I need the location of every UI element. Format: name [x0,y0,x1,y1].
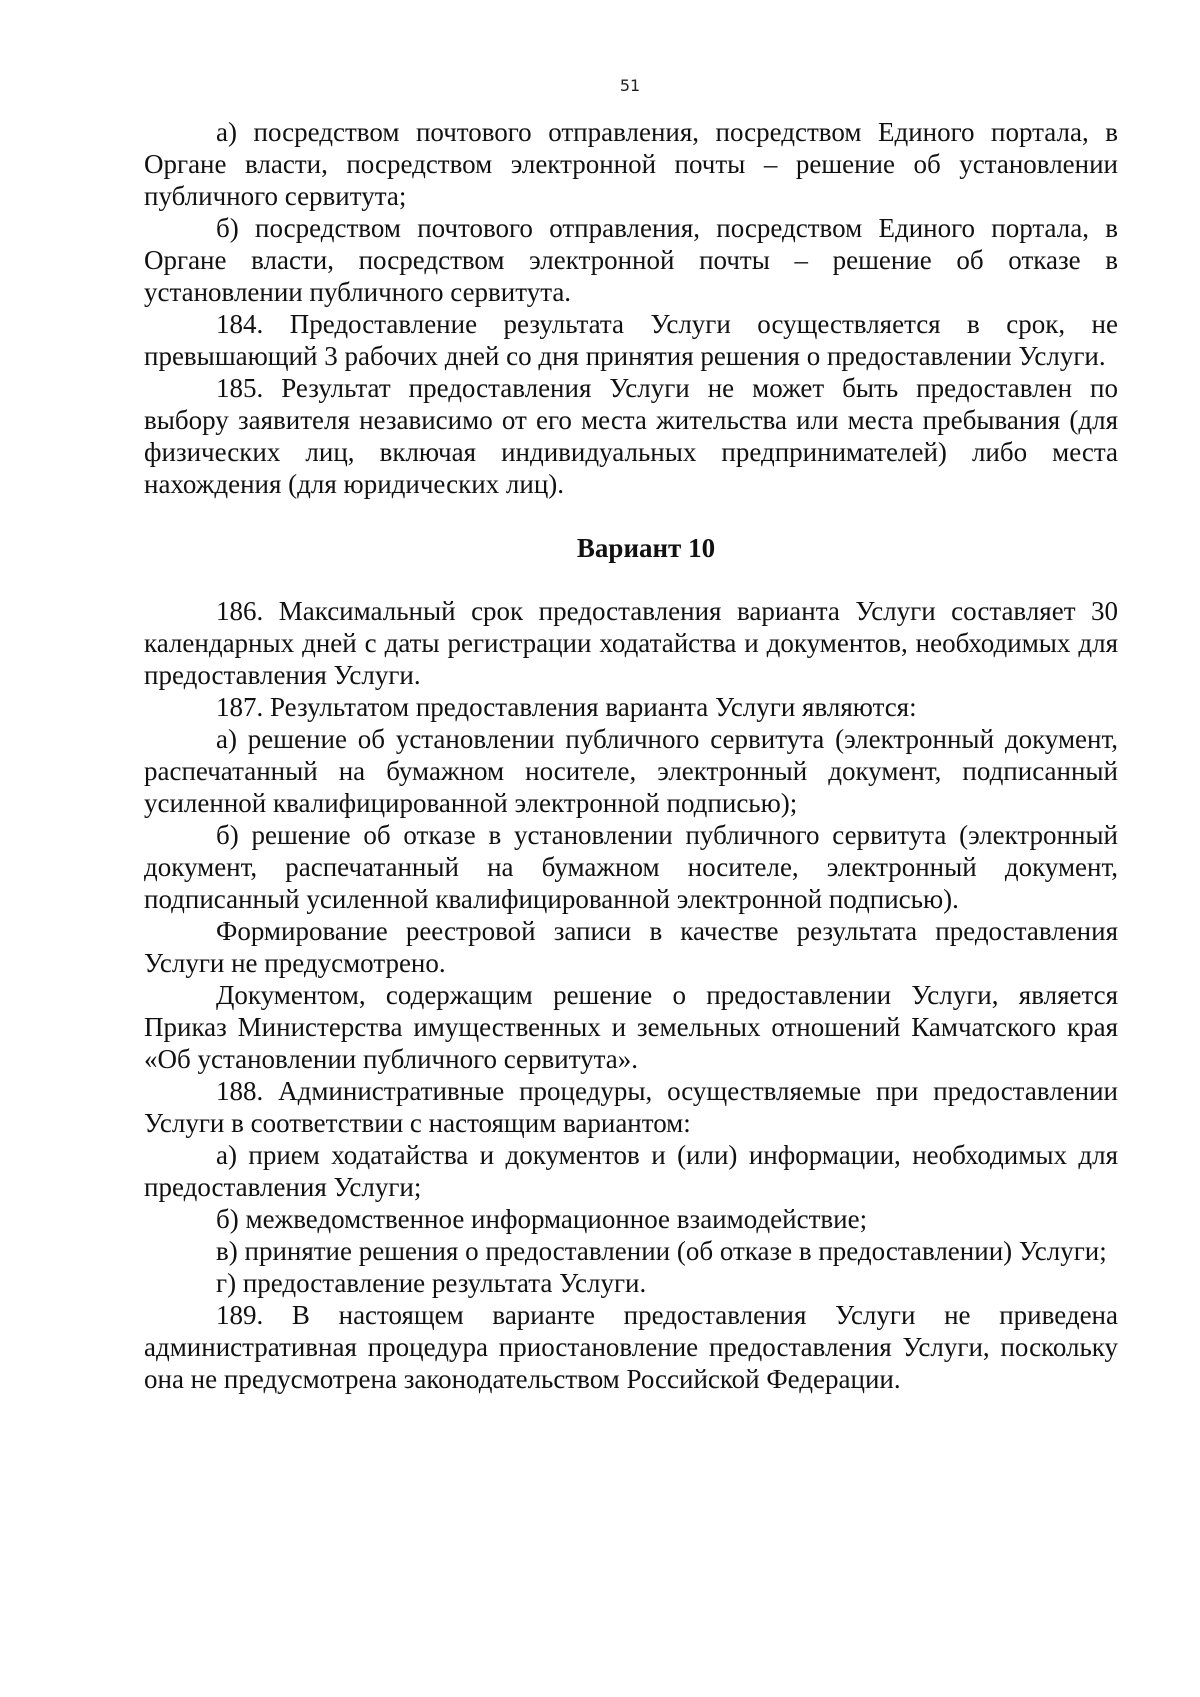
paragraph: Документом, содержащим решение о предоставлении Услуги, является Приказ Министерства имущественных и земельных отношений Камчатского края «Об установлении публичного сервитута». [144,980,1118,1074]
paragraph: 186. Максимальный срок предоставления варианта Услуги составляет 30 календарных дней с даты регистрации ходатайства и документов, необходимых для предоставления Услуги. [144,596,1118,690]
paragraph: б) решение об отказе в установлении публичного сервитута (электронный документ, распечатанный на бумажном носителе, электронный документ, подписанный усиленной квалифицированной электронной подписью). [144,820,1118,914]
paragraph: а) посредством почтового отправления, посредством Единого портала, в Органе власти, посредством электронной почты – решение об установлении публичного сервитута; [144,117,1118,211]
paragraph: г) предоставление результата Услуги. [216,1268,647,1298]
section-heading: Вариант 10 [576,533,716,563]
paragraph: 187. Результатом предоставления варианта Услуги являются: [216,692,917,722]
paragraph: в) принятие решения о предоставлении (об отказе в предоставлении) Услуги; [216,1236,1107,1266]
paragraph: 188. Административные процедуры, осуществляемые при предоставлении Услуги в соответствии с настоящим вариантом: [144,1076,1118,1138]
paragraph: а) прием ходатайства и документов и (или) информации, необходимых для предоставления Услуги; [144,1140,1118,1202]
paragraph: 185. Результат предоставления Услуги не может быть предоставлен по выбору заявителя независимо от его места жительства или места пребывания (для физических лиц, включая индивидуальных предпринимателей) либо места нахождения (для юридических лиц). [144,373,1118,499]
paragraph: б) межведомственное информационное взаимодействие; [216,1204,868,1234]
paragraph: а) решение об установлении публичного сервитута (электронный документ, распечатанный на бумажном носителе, электронный документ, подписанный усиленной квалифицированной электронной подписью); [144,724,1118,818]
document-body [144,116,1118,1395]
page-number: 51 [619,76,641,95]
paragraph: 184. Предоставление результата Услуги осуществляется в срок, не превышающий 3 рабочих дней со дня принятия решения о предоставлении Услуги. [144,309,1118,371]
paragraph: Формирование реестровой записи в качестве результата предоставления Услуги не предусмотрено. [144,916,1118,978]
paragraph: б) посредством почтового отправления, посредством Единого портала, в Органе власти, посредством электронной почты – решение об отказе в установлении публичного сервитута. [144,213,1118,307]
paragraph: 189. В настоящем варианте предоставления Услуги не приведена административная процедура приостановление предоставления Услуги, поскольку она не предусмотрена законодательством Российской Федерации. [144,1300,1118,1394]
